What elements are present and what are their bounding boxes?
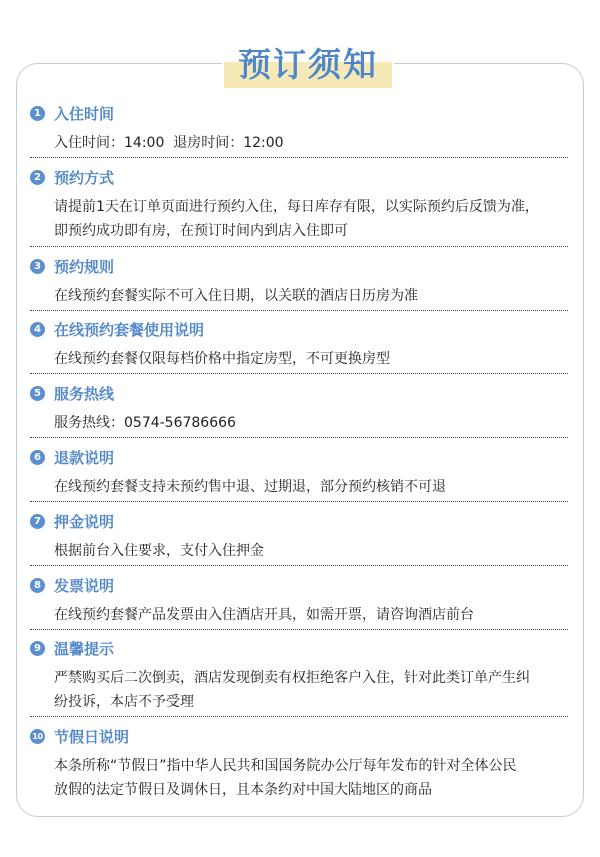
section-title: 预约方式 bbox=[54, 169, 115, 187]
section-title: 退款说明 bbox=[54, 449, 115, 467]
section-title: 在线预约套餐使用说明 bbox=[54, 321, 205, 339]
section-booking-rules bbox=[30, 256, 570, 308]
section-line: 请提前1天在订单页面进行预约入住，每日库存有限，以实际预约后反馈为准， bbox=[54, 199, 539, 215]
section-title: 押金说明 bbox=[54, 513, 115, 531]
divider bbox=[30, 310, 568, 311]
number-badge-10: 10 bbox=[30, 729, 45, 744]
section-line: 在线预约套餐支持未预约售中退、过期退，部分预约核销不可退 bbox=[54, 479, 446, 495]
section-holiday bbox=[30, 726, 570, 802]
divider bbox=[30, 565, 568, 566]
title-banner bbox=[222, 38, 394, 96]
section-title: 发票说明 bbox=[54, 577, 115, 595]
section-line: 严禁购买后二次倒卖，酒店发现倒卖有权拒绝客户入住，针对此类订单产生纠 bbox=[54, 670, 530, 686]
section-line: 在线预约套餐实际不可入住日期，以关联的酒店日历房为准 bbox=[54, 288, 418, 304]
section-deposit bbox=[30, 511, 570, 563]
number-badge-4: 4 bbox=[30, 322, 45, 337]
section-line: 在线预约套餐产品发票由入住酒店开具，如需开票，请咨询酒店前台 bbox=[54, 607, 474, 623]
section-line: 服务热线：0574-56786666 bbox=[54, 415, 236, 431]
page-title: 预订须知 bbox=[238, 45, 378, 84]
divider bbox=[30, 716, 568, 717]
divider bbox=[30, 629, 568, 630]
divider bbox=[30, 437, 568, 438]
section-line: 即预约成功即有房，在预订时间内到店入住即可 bbox=[54, 223, 348, 239]
divider bbox=[30, 246, 568, 247]
number-badge-8: 8 bbox=[30, 578, 45, 593]
section-invoice bbox=[30, 575, 570, 627]
section-title: 服务热线 bbox=[54, 385, 115, 403]
section-warm-tips bbox=[30, 638, 570, 714]
number-badge-5: 5 bbox=[30, 386, 45, 401]
section-line: 纷投诉，本店不予受理 bbox=[54, 694, 194, 710]
divider bbox=[30, 373, 568, 374]
section-line: 放假的法定节假日及调休日，且本条约对中国大陆地区的商品 bbox=[54, 782, 432, 798]
section-title: 预约规则 bbox=[54, 258, 115, 276]
section-package-usage bbox=[30, 319, 570, 371]
section-line: 入住时间：14:00 退房时间：12:00 bbox=[54, 135, 284, 151]
section-title: 节假日说明 bbox=[54, 728, 130, 746]
number-badge-1: 1 bbox=[30, 106, 45, 121]
number-badge-7: 7 bbox=[30, 514, 45, 529]
number-badge-6: 6 bbox=[30, 450, 45, 465]
section-title: 入住时间 bbox=[54, 105, 115, 123]
section-service-hotline bbox=[30, 383, 570, 435]
divider bbox=[30, 157, 568, 158]
number-badge-9: 9 bbox=[30, 641, 45, 656]
divider bbox=[30, 501, 568, 502]
number-badge-2: 2 bbox=[30, 170, 45, 185]
number-badge-3: 3 bbox=[30, 259, 45, 274]
section-refund bbox=[30, 447, 570, 499]
section-line: 本条所称“节假日”指中华人民共和国国务院办公厅每年发布的针对全体公民 bbox=[54, 758, 517, 774]
section-checkin-time bbox=[30, 103, 570, 155]
section-title: 温馨提示 bbox=[54, 640, 115, 658]
section-booking-method bbox=[30, 167, 570, 243]
section-line: 根据前台入住要求，支付入住押金 bbox=[54, 543, 264, 559]
section-line: 在线预约套餐仅限每档价格中指定房型，不可更换房型 bbox=[54, 351, 390, 367]
